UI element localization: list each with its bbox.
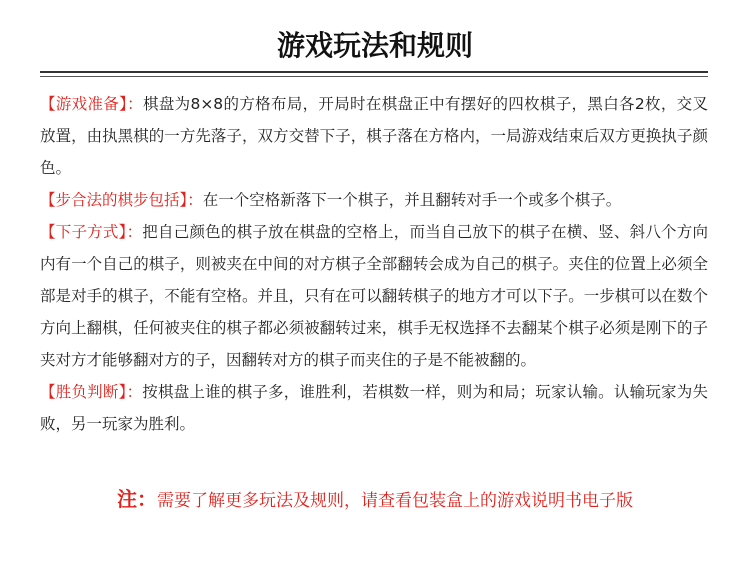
- note-text: 需要了解更多玩法及规则，请查看包装盒上的游戏说明书电子版: [157, 491, 633, 511]
- section-text: 按棋盘上谁的棋子多，谁胜利，若棋数一样，则为和局；玩家认输。认输玩家为失败，另一玩家为胜利。: [40, 383, 708, 433]
- section-label: 【步合法的棋步包括】：: [40, 191, 203, 209]
- section-placing-method: [40, 216, 708, 376]
- section-label: 【胜负判断】：: [40, 383, 143, 401]
- section-game-preparation: [40, 88, 708, 184]
- section-label: 【游戏准备】：: [40, 95, 143, 113]
- rules-content: [40, 88, 708, 440]
- section-label: 【下子方式】：: [40, 223, 143, 241]
- section-legal-moves: [40, 184, 708, 216]
- section-text: 把自己颜色的棋子放在棋盘的空格上，而当自己放下的棋子在横、竖、斜八个方向内有一个自己的棋子，则被夹在中间的对方棋子全部翻转会成为自己的棋子。夹住的位置上必须全部是对手的棋子，不能有空格。并且，只有在可以翻转棋子的地方才可以下子。一步棋可以在数个方向上翻棋，任何被夹住的棋子都必须被翻转过来，棋手无权选择不去翻某个棋子必须是刚下的子夹对方才能够翻对方的子，因翻转对方的棋子而夹住的子是不能被翻的。: [40, 223, 708, 369]
- title-divider-thick: [40, 71, 708, 73]
- section-text: 在一个空格新落下一个棋子，并且翻转对手一个或多个棋子。: [202, 191, 622, 209]
- footer-note: [0, 484, 750, 516]
- note-prefix: 注：: [117, 487, 157, 511]
- section-win-determination: [40, 376, 708, 440]
- title-divider-thin: [40, 76, 708, 77]
- section-text: 棋盘为8×8的方格布局，开局时在棋盘正中有摆好的四枚棋子，黑白各2枚，交叉放置，由执黑棋的一方先落子，双方交替下子，棋子落在方格内，一局游戏结束后双方更换执子颜色。: [40, 95, 708, 177]
- page-title: 游戏玩法和规则: [276, 29, 473, 62]
